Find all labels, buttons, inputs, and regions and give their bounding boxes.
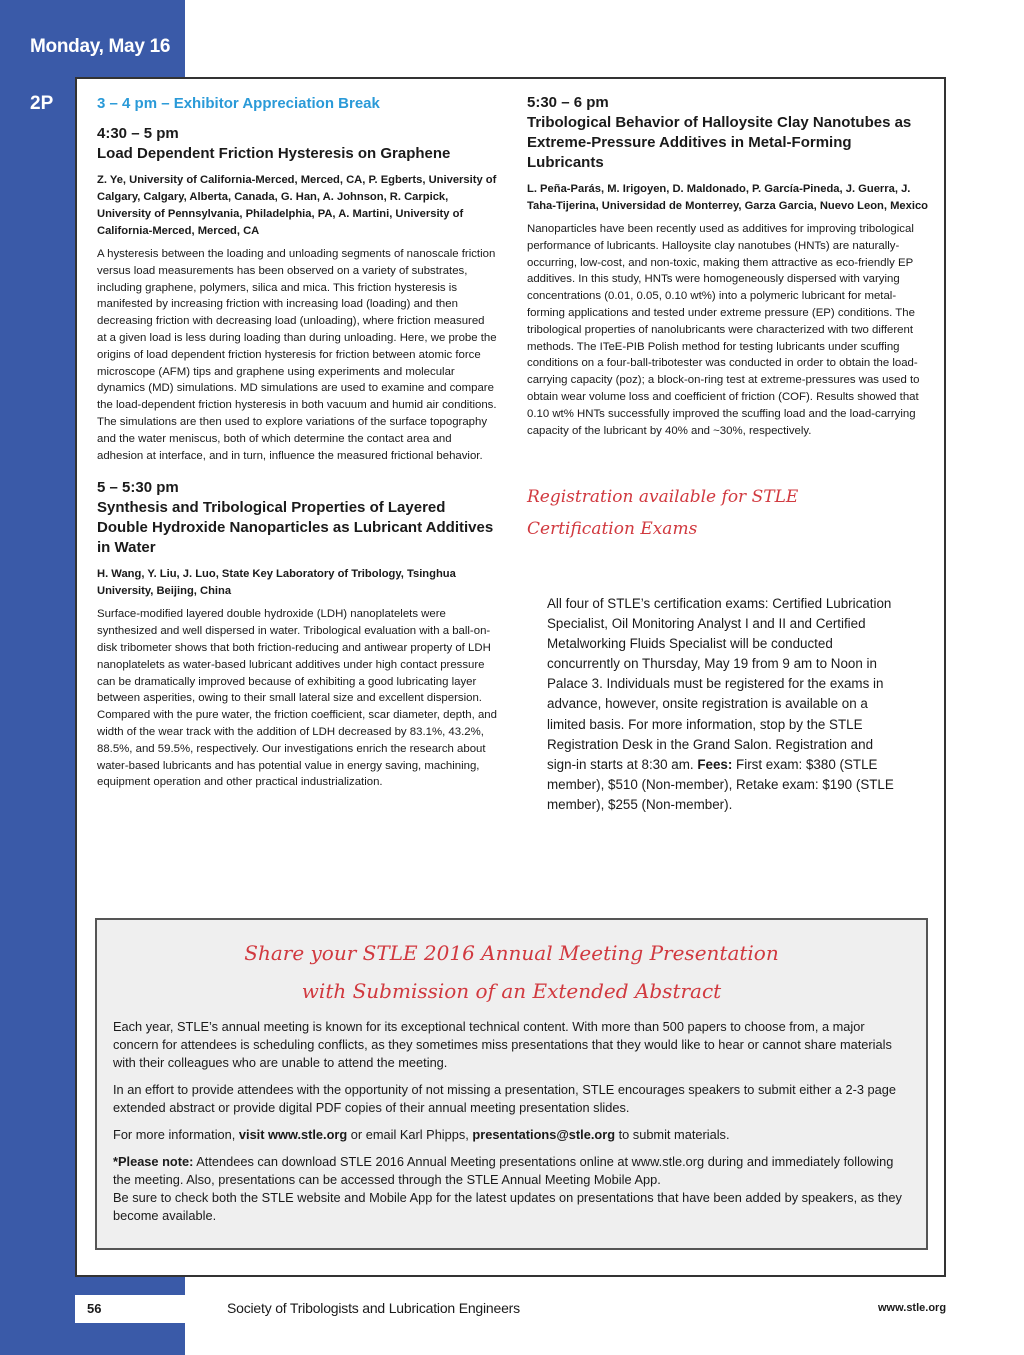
notice-heading-line1: Share your STLE 2016 Annual Meeting Presentation xyxy=(244,941,779,965)
cert-heading-line2: Certification Exams xyxy=(527,519,698,540)
notice-text: Attendees can download STLE 2016 Annual Meeting presentations online at www.stle.org during and immediately following the meeting. Also, presentations can be accessed through the STLE Annual Meeting Mobile App. xyxy=(113,1154,894,1187)
talk-time: 5:30 – 6 pm xyxy=(527,94,609,111)
presentations-email-link[interactable]: presentations@stle.org xyxy=(472,1127,616,1142)
please-note-label: *Please note: xyxy=(113,1154,194,1169)
notice-paragraph: Each year, STLE’s annual meeting is known for its exceptional technical content. With more than 500 papers to choose from, a major concern for attendees is scheduling conflicts, as they sometimes miss presentations that they would like to hear or cannot share materials with their colleagues who are unable to attend the meeting. xyxy=(113,1019,892,1070)
notice-heading-line2: with Submission of an Extended Abstract xyxy=(301,979,722,1003)
talk-abstract: Nanoparticles have been recently used as additives for improving tribological performance of lubricants. Halloysite clay nanotubes (HNTs) are naturally-occurring, low-cost, and non-toxic, making them attractive as eco-friendly EP additives. In this study, HNTs were homogeneously dispersed with varying concentrations (0.01, 0.05, 0.10 wt%) into a polymeric lubricant for metal-forming applications and tested under extreme pressure (EP) conditions. The tribological properties of nanolubricants were characterized with two different methods. The ITeE-PIB Polish method for testing lubricants under scuffing conditions on a four-ball-tribotester was conducted in order to obtain the load-carrying capacity (poz); a block-on-ring test at extreme-pressures was used to obtain wear volume loss and coefficient of friction (COF). Results showed that 0.10 wt% HNTs successfully improved the scuffing load and the load-carrying capacity of the lubricant by 40% and ~30%, respectively. xyxy=(527,223,920,437)
right-column xyxy=(527,93,932,545)
talk-title: Load Dependent Friction Hysteresis on Graphene xyxy=(97,145,451,162)
notice-text: For more information, xyxy=(113,1127,239,1142)
talk-title: Synthesis and Tribological Properties of Layered Double Hydroxide Nanoparticles as Lubricant Additives in Water xyxy=(97,499,494,557)
fees-text: First exam: $380 (STLE member), $510 (Non-member), Retake exam: $190 (STLE member), $255 (Non-member). xyxy=(547,756,894,812)
talk-time: 5 – 5:30 pm xyxy=(97,479,179,497)
notice-paragraph: In an effort to provide attendees with the opportunity of not missing a presentation, STLE encourages speakers to submit either a 2-3 page extended abstract or provide digital PDF copies of their annual meeting presentation slides. xyxy=(113,1082,896,1115)
break-title: 3 – 4 pm – Exhibitor Appreciation Break xyxy=(97,95,380,112)
page-number: 56 xyxy=(75,1295,185,1323)
session-label: 2P xyxy=(30,93,54,114)
extended-abstract-notice xyxy=(95,918,928,1250)
notice-text: or email Karl Phipps, xyxy=(347,1127,473,1142)
cert-description xyxy=(547,594,902,815)
talk-authors: H. Wang, Y. Liu, J. Luo, State Key Laboratory of Tribology, Tsinghua University, Beijing, China xyxy=(97,568,456,598)
talk-abstract: A hysteresis between the loading and unloading segments of nanoscale friction versus load measurements has been observed on a variety of substrates, including graphene, polymers, silica and mica. This friction hysteresis is manifested by increasing friction with increasing load (loading) and then decreasing friction with decreasing load (unloading), where friction measured at a given load is less during loading than during unloading. Here, we probe the origins of load dependent friction hysteresis for friction between atomic force microscope (AFM) tips and graphene using experiments and molecular dynamics (MD) simulations. MD simulations are used to examine and compare the load-dependent friction hysteresis in both vacuum and humid air conditions. The simulations are then used to explore variations of the surface topography and the water meniscus, both of which determine the contact area and adhesion at interface, and in turn, influence the measured frictional behavior. xyxy=(97,248,497,462)
left-column xyxy=(97,93,497,805)
cert-main-text: All four of STLE’s certification exams: Certified Lubrication Specialist, Oil Monitoring Analyst I and II and Certified Metalworking Fluids Specialist will be conducted concurrently on Thursday, May 19 from 9 am to Noon in Palace 3. Individuals must be registered for the exams in advance, however, onsite registration is available on a limited basis. For more information, stop by the STLE Registration Desk in the Grand Salon. Registration and sign-in starts at 8:30 am. xyxy=(547,596,892,772)
footer-organization: Society of Tribologists and Lubrication Engineers xyxy=(227,1300,520,1316)
stle-website-link[interactable]: visit www.stle.org xyxy=(238,1127,348,1142)
footer-url[interactable]: www.stle.org xyxy=(878,1302,947,1314)
notice-paragraph xyxy=(113,1126,908,1144)
fees-label: Fees: xyxy=(697,756,733,772)
notice-heading xyxy=(97,934,926,1010)
notice-body xyxy=(113,1018,908,1234)
talk-title: Tribological Behavior of Halloysite Clay Nanotubes as Extreme-Pressure Additives in Metal-Forming Lubricants xyxy=(527,114,912,171)
notice-text: Be sure to check both the STLE website and Mobile App for the latest updates on presentations that have been added by speakers, as they become available. xyxy=(113,1190,902,1223)
talk-authors: Z. Ye, University of California-Merced, Merced, CA, P. Egberts, University of Calgary, Calgary, Alberta, Canada, G. Han, A. Johnson, R. Carpick, University of Pennsylvania, Philadelphia, PA, A. Martini, University of California-Merced, Merced, CA xyxy=(97,174,497,237)
talk-abstract: Surface-modified layered double hydroxide (LDH) nanoplatelets were synthesized and well dispersed in water. Tribological evaluation with a ball-on-disk tribometer shows that both friction-reducing and antiwear property of LDH nanoplatelets as water-based lubricant additives under high contact pressure can be dramatically improved because of exhibiting a good lubricating layer between asperities, owing to their small lateral size and excellent dispersion. Compared with the pure water, the friction coefficient, scar diameter, depth, and width of the wear track with the addition of LDH decreased by 83.1%, 43.2%, 88.5%, and 59.5%, respectively. Our investigations enrich the research about water-based lubricants and has potential value in energy saving, machining, equipment operation and other practical industrialization. xyxy=(97,608,497,789)
notice-paragraph xyxy=(113,1153,908,1225)
talk-time: 4:30 – 5 pm xyxy=(97,125,179,142)
sidebar-date: Monday, May 16 xyxy=(30,36,171,57)
talk-authors: L. Peña-Parás, M. Irigoyen, D. Maldonado, P. García-Pineda, J. Guerra, J. Taha-Tijerina, Universidad de Monterrey, Garza Garcia, Nuevo Leon, Mexico xyxy=(527,183,929,212)
cert-heading-line1: Registration available for STLE xyxy=(527,487,799,508)
notice-text: to submit materials. xyxy=(615,1127,730,1142)
